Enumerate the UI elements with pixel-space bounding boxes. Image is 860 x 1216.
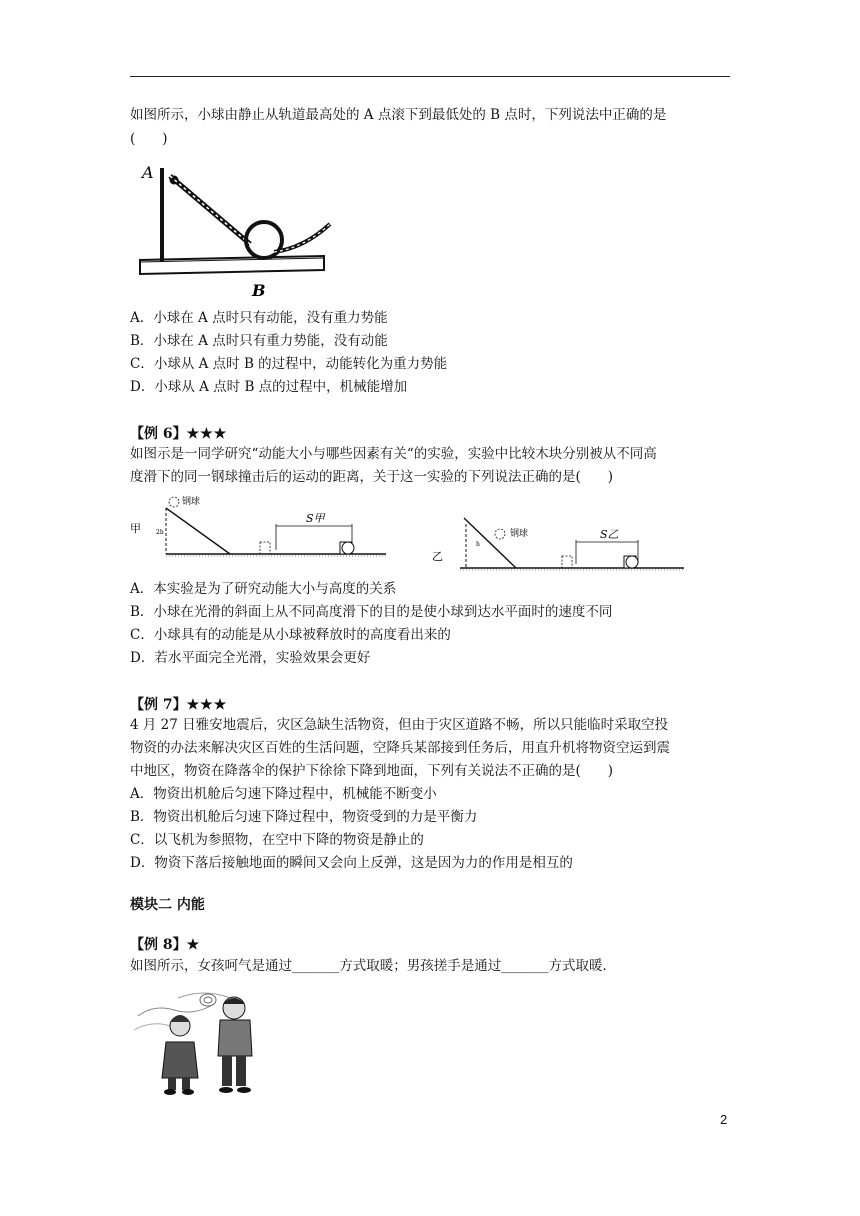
q5-option-d: D．小球从 A 点时 B 点的过程中，机械能增加 [130, 379, 408, 395]
q5-option-a: A．小球在 A 点时只有动能，没有重力势能 [130, 310, 388, 326]
q6-title-label: 【例 6】 [130, 426, 187, 442]
q6-experiment-figure [130, 490, 690, 578]
stand-pole [160, 168, 164, 262]
q7-option-d: D．物资下落后接触地面的瞬间又会向上反弹，这是因为力的作用是相互的 [130, 855, 573, 871]
fig-yi-height: h [476, 541, 480, 548]
q7-title [130, 694, 227, 714]
q5-option-b: B．小球在 A 点时只有重力势能，没有动能 [130, 333, 388, 349]
module-two-heading: 模块二 内能 [130, 897, 205, 913]
q8-children-figure [134, 986, 270, 1098]
q8-stem: 如图所示，女孩呵气是通过_______方式取暖；男孩搓手是通过_______方式取暖． [130, 958, 616, 974]
q6-option-d: D．若水平面完全光滑，实验效果会更好 [130, 650, 371, 666]
q7-stem-line3: 中地区，物资在降落伞的保护下徐徐下降到地面，下列有关说法不正确的是( ) [130, 763, 614, 779]
q8-title-label: 【例 8】 [130, 937, 187, 953]
q7-option-b: B．物资出机舱后匀速下降过程中，物资受到的力是平衡力 [130, 809, 478, 825]
q6-option-a: A．本实验是为了研究动能大小与高度的关系 [130, 581, 397, 597]
q7-title-label: 【例 7】 [130, 697, 187, 713]
q6-stem-line2: 度滑下的同一钢球撞击后的运动的距离，关于这一实验的下列说法正确的是( ) [130, 469, 614, 485]
q7-option-c: C．以飞机为参照物，在空中下降的物资是静止的 [130, 832, 424, 848]
q6-stars: ★★★ [186, 426, 228, 442]
q6-title [130, 423, 227, 443]
fig-yi-ball-label: 钢球 [510, 529, 529, 539]
q8-stars: ★ [186, 937, 201, 953]
fig-yi-label: 乙 [432, 550, 443, 563]
q8-title [130, 934, 200, 954]
fig-yi-distance: S乙 [600, 528, 619, 541]
fig-jia-height: 2h [156, 529, 164, 536]
fig-jia-ball-label: 钢球 [182, 497, 201, 507]
page-number: 2 [720, 1112, 728, 1127]
q6-stem-line1: 如图示是一同学研究“动能大小与哪些因素有关“的实验，实验中比较木块分别被从不同高 [130, 446, 657, 462]
q7-stem-line2: 物资的办法来解决灾区百姓的生活问题，空降兵某部接到任务后，用直升机将物资空运到震 [130, 740, 670, 756]
q5-stem-line2: ( ) [130, 131, 168, 147]
q7-stem-line1: 4 月 27 日雅安地震后，灾区急缺生活物资，但由于灾区道路不畅，所以只能临时采取空投 [130, 717, 669, 733]
fig-jia-label: 甲 [130, 522, 141, 535]
q7-option-a: A．物资出机舱后匀速下降过程中，机械能不断变小 [130, 786, 437, 802]
fig-jia-ball [169, 497, 179, 507]
q5-option-c: C．小球从 A 点时 B 的过程中，动能转化为重力势能 [130, 356, 448, 372]
label-b: B [252, 281, 266, 300]
q6-option-c: C．小球具有的动能是从小球被释放时的高度看出来的 [130, 627, 451, 643]
fig-yi-ball [495, 529, 505, 539]
label-a: A [142, 163, 154, 182]
q5-stem-line1: 如图所示，小球由静止从轨道最高处的 A 点滚下到最低处的 B 点时，下列说法中正确的是 [130, 107, 667, 123]
q5-track-figure [134, 158, 334, 300]
q6-option-b: B．小球在光滑的斜面上从不同高度滑下的目的是使小球到达水平面时的速度不同 [130, 604, 613, 620]
boy-figure [218, 997, 252, 1093]
header-rule [130, 76, 730, 77]
fig-jia-distance: S甲 [306, 512, 325, 525]
q7-stars: ★★★ [186, 697, 228, 713]
girl-figure [162, 1015, 198, 1095]
